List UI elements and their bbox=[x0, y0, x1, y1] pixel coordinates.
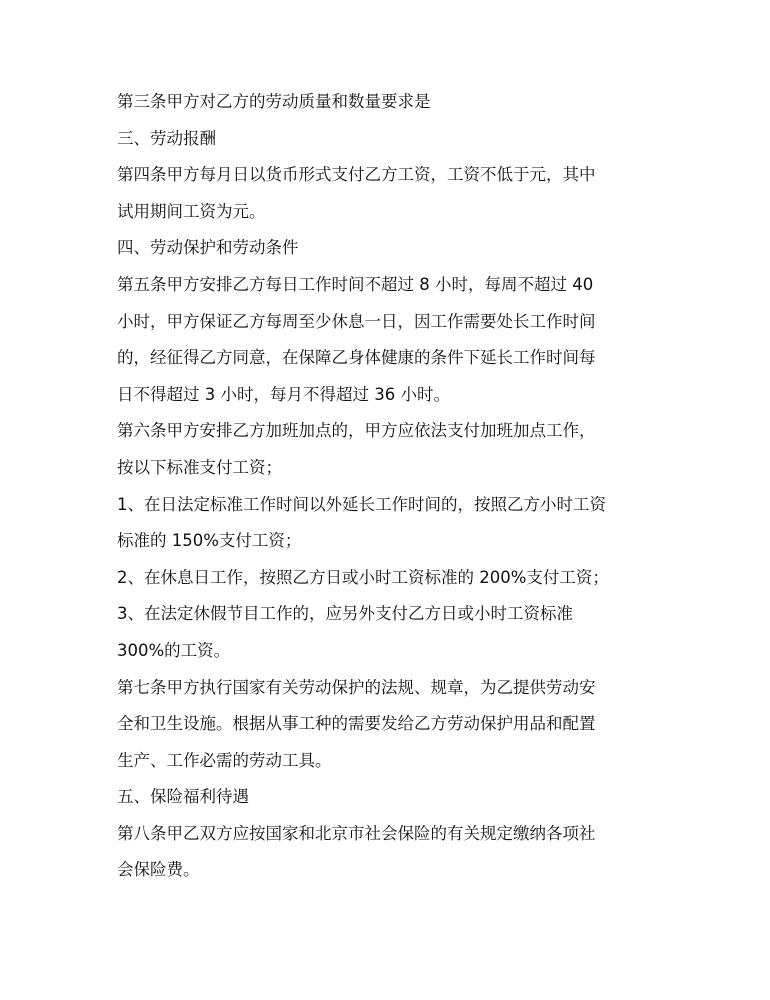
clause-6-item-1-line-1: 1、在日法定标准工作时间以外延长工作时间的，按照乙方小时工资 bbox=[117, 494, 606, 514]
clause-6-line-2: 按以下标准支付工资； bbox=[117, 457, 282, 477]
clause-6-item-3-line-1: 3、在法定休假节目工作的，应另外支付乙方日或小时工资标准 bbox=[117, 604, 573, 624]
clause-6-item-3-line-2: 300%的工资。 bbox=[117, 640, 231, 660]
clause-5-line-1: 第五条甲方安排乙方每日工作时间不超过 8 小时，每周不超过 40 bbox=[117, 274, 594, 294]
clause-5-line-3: 的，经征得乙方同意，在保障乙身体健康的条件下延长工作时间每 bbox=[117, 348, 596, 368]
section-4-heading: 四、劳动保护和劳动条件 bbox=[117, 238, 299, 258]
clause-5-line-4: 日不得超过 3 小时，每月不得超过 36 小时。 bbox=[117, 384, 450, 404]
clause-6-item-2: 2、在休息日工作，按照乙方日或小时工资标准的 200%支付工资； bbox=[117, 567, 609, 587]
clause-7-line-1: 第七条甲方执行国家有关劳动保护的法规、规章，为乙提供劳动安 bbox=[117, 677, 596, 697]
clause-5-line-2: 小时，甲方保证乙方每周至少休息一日，因工作需要处长工作时间 bbox=[117, 311, 596, 331]
document-body bbox=[117, 84, 657, 889]
clause-6-line-1: 第六条甲方安排乙方加班加点的，甲方应依法支付加班加点工作， bbox=[117, 421, 596, 441]
clause-8-line-2: 会保险费。 bbox=[117, 860, 200, 880]
clause-3-line: 第三条甲方对乙方的劳动质量和数量要求是 bbox=[117, 92, 431, 111]
clause-7-line-3: 生产、工作必需的劳动工具。 bbox=[117, 750, 332, 770]
clause-6-item-1-line-2: 标准的 150%支付工资； bbox=[117, 531, 302, 551]
clause-4-line-2: 试用期间工资为元。 bbox=[117, 201, 266, 221]
clause-8-line-1: 第八条甲乙双方应按国家和北京市社会保险的有关规定缴纳各项社 bbox=[117, 823, 596, 843]
clause-4-line-1: 第四条甲方每月日以货币形式支付乙方工资，工资不低于元，其中 bbox=[117, 165, 596, 185]
section-3-heading: 三、劳动报酬 bbox=[117, 128, 216, 148]
section-5-heading: 五、保险福利待遇 bbox=[117, 787, 249, 807]
clause-7-line-2: 全和卫生设施。根据从事工种的需要发给乙方劳动保护用品和配置 bbox=[117, 714, 596, 734]
